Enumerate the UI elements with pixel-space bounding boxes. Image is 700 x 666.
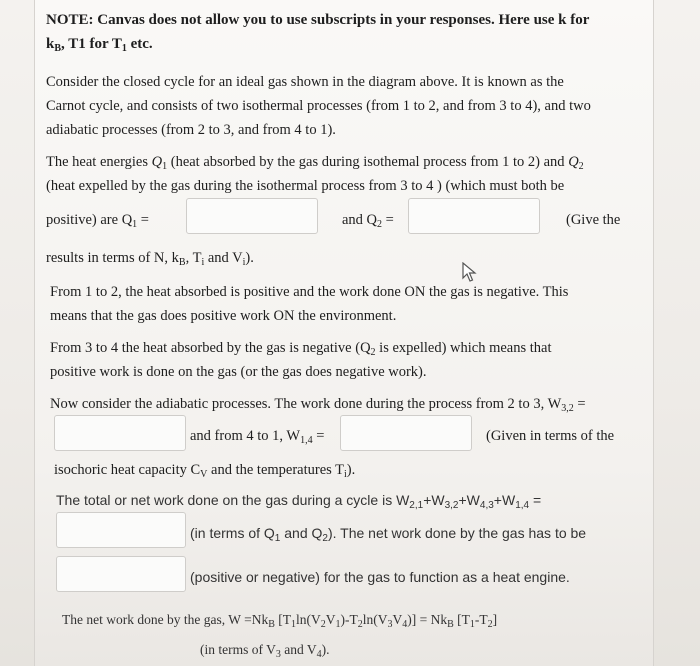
heat-paragraph: The heat energies $Q_1$ (heat absorbed by the gas during isothemal process from 1 to 2) and $Q_2$ (heat expelled by the gas during the isothermal process from 3 to 4 ) (which must both be — [46, 154, 584, 194]
net-work-terms-line: (in terms of $Q_1$ and $Q_2$). The net work done by the gas has to be — [190, 525, 587, 544]
and-from-4-to-1-label: and from 4 to 1, $W_{1,4}$ = — [190, 428, 325, 446]
work-1-2-paragraph: From 1 to 2, the heat absorbed is positive and the work done ON the gas is negative. This means that the gas does positive work ON the environment. — [50, 284, 569, 324]
net-work-line: The total or net work done on the gas during a cycle is $W_{2,1}+W_{3,2}+W_{4,3}+W_{1,4}$ = — [56, 492, 542, 511]
give-the-label: (Give the — [566, 212, 621, 228]
work-3-4-paragraph: From 3 to 4 the heat absorbed by the gas is negative ($Q_2$ is expelled) which means that positive work is done on the gas (or the gas does negative work). — [50, 340, 552, 380]
final-terms-line: (in terms of $V_3$ and $V_4$). — [200, 642, 330, 660]
adiabatic-paragraph: Now consider the adiabatic processes. The work done during the process from 2 to 3, $W_{3,2}$ = — [50, 396, 586, 414]
results-terms-line: results in terms of N, $k_B$, $T_i$ and $V_i$). — [46, 250, 254, 268]
net-work-answer-input[interactable] — [56, 512, 186, 548]
note-paragraph: NOTE: Canvas does not allow you to use subscripts in your responses. Here use k for $k_B$, T1 for $T_1$ etc. — [46, 12, 590, 54]
intro-paragraph: Consider the closed cycle for an ideal gas shown in the diagram above. It is known as the Carnot cycle, and consists of two isothermal processes (from 1 to 2, and from 3 to 4), and two adiabatic processes (from 2 to 3, and from 4 to 1). — [46, 74, 591, 138]
sign-answer-input[interactable] — [56, 556, 186, 592]
isochoric-line: isochoric heat capacity $C_V$ and the temperatures $T_i$). — [54, 462, 356, 480]
w14-answer-input[interactable] — [340, 415, 472, 451]
positive-or-negative-line: (positive or negative) for the gas to function as a heat engine. — [190, 569, 570, 585]
and-q2-label: and $Q_2$ = — [342, 212, 394, 230]
final-net-work-line: The net work done by the gas, $W =Nk_B$ $[T_1\ln(V_2V_1)-T_2\ln(V_3V_4)] = Nk_B$ $[T_1-T_2]$ — [62, 612, 498, 630]
given-in-terms-label: (Given in terms of the — [486, 428, 615, 444]
q1-answer-input[interactable] — [186, 198, 318, 234]
w32-answer-input[interactable] — [54, 415, 186, 451]
positive-are-label: positive) are $Q_1$ = — [46, 212, 149, 230]
q2-answer-input[interactable] — [408, 198, 540, 234]
